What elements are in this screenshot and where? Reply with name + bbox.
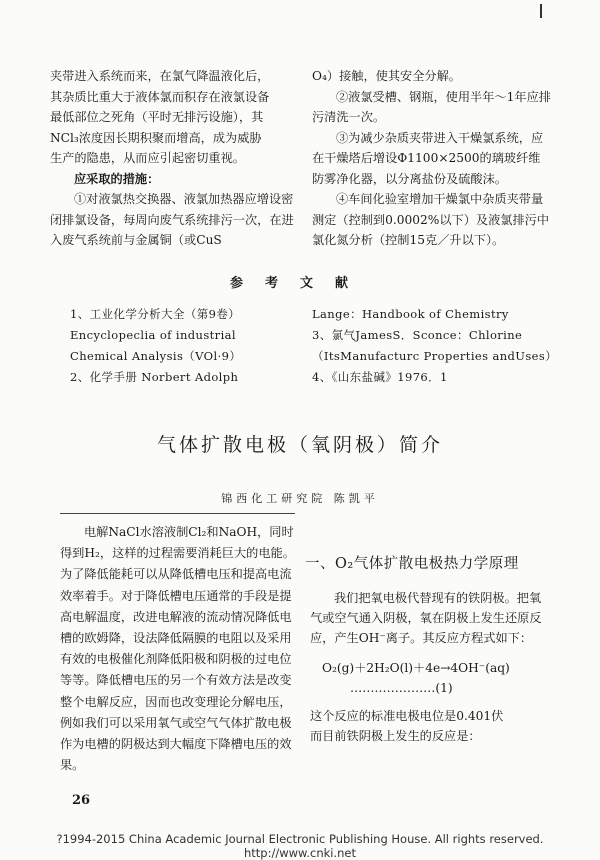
reference-line: 1、工业化学分析大全（第9卷） [70, 307, 241, 321]
intro-paragraph: 电解NaCl水溶液制Cl₂和NaOH，同时得到H₂，这样的过程需要消耗巨大的电能。为了降低能耗可以从降低槽电压和提高电流效率着手。对于降低槽电压通常的手段是提高电解温度，改进电解液的流动情况降低电槽的欧姆降，设法降低隔膜的电阻以及采用有效的电极催化剂降低阳极和阴极的过电位等等。降低槽电压的另一个有效方法是改变整个电解反应，因而也改变理论分解电压，例如我们可以采用氧气或空气气体扩散电极作为电槽的阴极达到大幅度下降槽电压的效果。 [60, 525, 295, 773]
left-top-column [50, 66, 300, 251]
reference-line: 2、化学手册 Norbert Adolph [70, 370, 239, 384]
page-number: 26 [72, 793, 91, 808]
reference-line: 3、氯气JamesS．Sconce：Chlorine [312, 328, 523, 342]
body-paragraph: 我们把氧电极代替现有的铁阴极。把氧气或空气通入阴极，氧在阴极上发生还原反应，产生OH⁻离子。其反应方程式如下： [310, 591, 542, 645]
measure-1: ①对液氯热交换器、液氯加热器应增设密闭排氯设备，每周向废气系统排污一次，在进入废气系统前与金属铜（或CuS [50, 192, 294, 247]
body-paragraph: 而目前铁阴极上发生的反应是： [310, 729, 481, 743]
reference-line: Chemical Analysis（VOl·9） [70, 349, 242, 363]
references-left [70, 304, 302, 388]
article-title: 气体扩散电极（氧阴极）简介 [156, 434, 443, 456]
text-line: NCl₃浓度因长期积聚而增高，成为威胁 [50, 130, 262, 145]
measure-2: ②液氯受槽、钢瓶，使用半年～1年应排污清洗一次。 [312, 89, 551, 124]
body-right-column [310, 588, 550, 746]
measure-4: ④车间化验室增加干燥氯中杂质夹带量测定（控制到0.0002%以下）及液氯排污中氯化氮分析（控制15克／升以下）。 [312, 192, 550, 247]
intro-column [60, 522, 295, 776]
copyright-footer: ?1994-2015 China Academic Journal Electronic Publishing House. All rights reserved. http://www.cnki.net [56, 832, 544, 860]
references-title: 参考文献 [229, 276, 370, 291]
right-top-column [312, 66, 552, 251]
text-line: 生产的隐患，从而应引起密切重视。 [50, 151, 245, 165]
text-line: 最低部位之死角（平时无排污设施），其 [50, 110, 264, 124]
text-line: 夹带进入系统而来，在氯气降温液化后， [50, 69, 270, 83]
measure-3: ③为减少杂质夹带进入干燥氯系统，应在干燥塔后增设Φ1100×2500的璃玻纤维防雾净化器，以分离盐份及硫酸沫。 [312, 130, 544, 186]
text-line: 其杂质比重大于液体氯而积存在液氯设备 [50, 89, 270, 104]
reference-line: Lange：Handbook of Chemistry [312, 307, 509, 321]
body-paragraph: 这个反应的标准电极电位是0.401伏 [310, 709, 504, 723]
reference-line: 4、《山东盐碱》1976．1 [312, 370, 448, 384]
references-right [312, 304, 562, 388]
reference-line: Encyclopeclia of industrial [70, 328, 236, 342]
divider [60, 513, 295, 514]
measures-heading: 应采取的措施： [74, 171, 160, 186]
section-heading: 一、O₂气体扩散电极热力学原理 [305, 556, 519, 572]
equation: O₂(g)＋2H₂O(l)＋4e→4OH⁻(aq) [322, 661, 510, 675]
measure-1-cont: O₄）接触，使其安全分解。 [312, 69, 461, 83]
margin-mark [540, 4, 542, 18]
reference-line: （ItsManufacturc Properties andUses） [312, 349, 558, 363]
article-author: 锦西化工研究院 陈凯平 [221, 492, 379, 505]
equation-number: …………………(1) [350, 681, 453, 695]
